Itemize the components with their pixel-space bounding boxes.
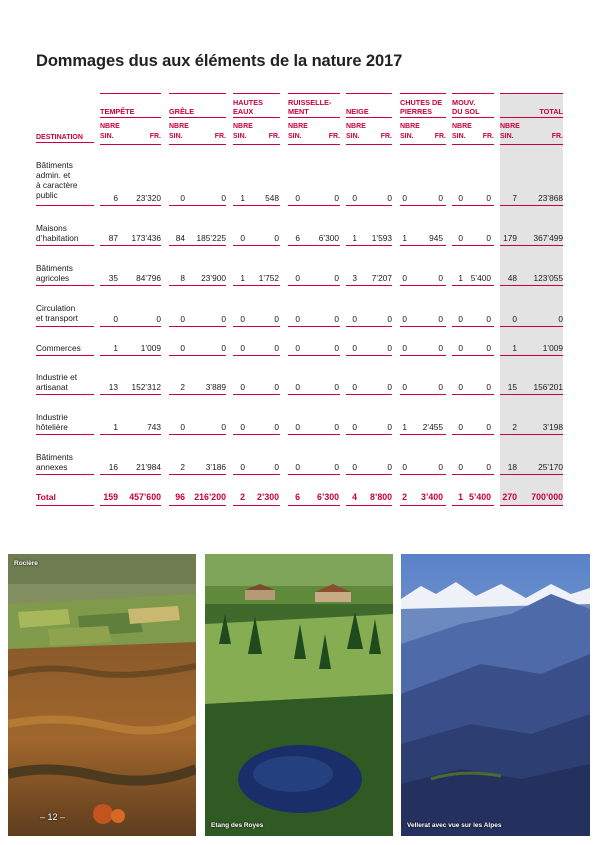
fr-label: FR. (149, 133, 161, 140)
cell-amount: 0 (334, 462, 339, 472)
row-label: Industrie et artisanat (36, 372, 78, 392)
row-divider (346, 326, 392, 327)
row-divider (346, 394, 392, 395)
cell-count: 0 (240, 422, 245, 432)
cell-count: 0 (295, 422, 300, 432)
cell-count: 0 (113, 314, 118, 324)
cell-amount: 0 (486, 343, 491, 353)
category-header: MOUV. DU SOL (452, 93, 494, 118)
row-divider (233, 394, 280, 395)
fr-label: FR. (268, 133, 280, 140)
cell-amount: 0 (387, 343, 392, 353)
row-divider (452, 205, 494, 206)
row-label: Bâtiments admin. et à caractère public (36, 160, 78, 200)
sub-header (233, 121, 280, 145)
row-divider (500, 474, 563, 475)
page-title: Dommages dus aux éléments de la nature 2017 (36, 52, 403, 70)
cell-amount: 0 (438, 382, 443, 392)
cell-amount: 0 (387, 193, 392, 203)
sin-label: SIN. (100, 133, 114, 140)
row-divider (36, 434, 94, 435)
row-label: Circulation et transport (36, 303, 78, 323)
row-divider (400, 394, 446, 395)
row-divider (346, 434, 392, 435)
nbre-label: NBRE (233, 123, 253, 130)
sin-label: SIN. (169, 133, 183, 140)
category-header: HAUTES EAUX (233, 93, 280, 118)
total-count: 2 (240, 492, 245, 502)
nbre-label: NBRE (500, 123, 520, 130)
cell-amount: 6’300 (318, 233, 339, 243)
aerial-landscape-image (8, 554, 196, 836)
cell-amount: 0 (274, 233, 279, 243)
total-amount: 457’600 (129, 492, 161, 502)
sin-label: SIN. (233, 133, 247, 140)
cell-count: 1 (240, 193, 245, 203)
cell-count: 0 (295, 314, 300, 324)
nbre-label: NBRE (288, 123, 308, 130)
cell-count: 87 (108, 233, 118, 243)
cell-count: 0 (295, 382, 300, 392)
row-label: Bâtiments annexes (36, 452, 73, 472)
cell-amount: 0 (156, 314, 161, 324)
cell-amount: 3’889 (205, 382, 226, 392)
cell-count: 0 (180, 343, 185, 353)
cell-count: 1 (458, 273, 463, 283)
cell-count: 8 (180, 273, 185, 283)
cell-count: 0 (295, 193, 300, 203)
row-divider (233, 326, 280, 327)
row-divider (169, 326, 226, 327)
cell-amount: 1’593 (371, 233, 392, 243)
cell-count: 0 (458, 382, 463, 392)
row-divider (36, 326, 94, 327)
cell-count: 1 (402, 233, 407, 243)
cell-count: 6 (295, 233, 300, 243)
fr-label: FR. (380, 133, 392, 140)
total-amount: 8’800 (369, 492, 392, 502)
sub-header (100, 121, 161, 145)
fr-label: FR. (551, 133, 563, 140)
row-divider (500, 394, 563, 395)
row-divider (452, 474, 494, 475)
row-divider (288, 434, 340, 435)
cell-amount: 0 (486, 314, 491, 324)
category-header: TOTAL (500, 93, 563, 118)
sin-label: SIN. (500, 133, 514, 140)
cell-count: 0 (240, 314, 245, 324)
cell-count: 16 (108, 462, 118, 472)
row-divider (36, 205, 94, 206)
fr-label: FR. (328, 133, 340, 140)
cell-count: 2 (512, 422, 517, 432)
total-divider (452, 505, 494, 506)
total-amount: 5’400 (468, 492, 491, 502)
sub-header (169, 121, 226, 145)
row-divider (500, 434, 563, 435)
cell-amount: 5’400 (470, 273, 491, 283)
cell-amount: 173’436 (131, 233, 161, 243)
row-label: Bâtiments agricoles (36, 263, 73, 283)
cell-amount: 0 (387, 462, 392, 472)
cell-amount: 0 (274, 462, 279, 472)
cell-amount: 0 (221, 314, 226, 324)
cell-count: 0 (180, 314, 185, 324)
cell-amount: 0 (438, 273, 443, 283)
total-amount: 700’000 (531, 492, 563, 502)
cell-count: 0 (352, 422, 357, 432)
cell-count: 0 (180, 422, 185, 432)
cell-amount: 0 (387, 422, 392, 432)
cell-amount: 84’796 (136, 273, 161, 283)
cell-count: 0 (402, 462, 407, 472)
cell-count: 7 (512, 193, 517, 203)
total-amount: 6’300 (316, 492, 339, 502)
category-header: RUISSELLE- MENT (288, 93, 340, 118)
cell-count: 18 (507, 462, 517, 472)
cell-amount: 1’009 (140, 343, 161, 353)
total-count: 1 (458, 492, 463, 502)
total-count: 270 (502, 492, 517, 502)
row-divider (288, 326, 340, 327)
cell-count: 0 (240, 382, 245, 392)
total-divider (500, 505, 563, 506)
total-divider (36, 505, 94, 506)
cell-count: 0 (352, 382, 357, 392)
cell-amount: 156’201 (533, 382, 563, 392)
cell-count: 3 (352, 273, 357, 283)
fr-label: FR. (482, 133, 494, 140)
cell-count: 0 (458, 233, 463, 243)
row-divider (400, 434, 446, 435)
row-divider (346, 205, 392, 206)
photo-caption: Roclère (14, 560, 38, 567)
total-divider (288, 505, 340, 506)
photo-rocloere (8, 554, 196, 836)
row-label: Maisons d’habitation (36, 223, 79, 243)
row-divider (233, 205, 280, 206)
row-divider (452, 245, 494, 246)
row-divider (400, 245, 446, 246)
total-amount: 216’200 (194, 492, 226, 502)
total-count: 159 (103, 492, 118, 502)
cell-amount: 0 (221, 343, 226, 353)
row-divider (500, 285, 563, 286)
cell-amount: 0 (486, 462, 491, 472)
cell-amount: 0 (438, 343, 443, 353)
row-divider (288, 245, 340, 246)
cell-amount: 7’207 (371, 273, 392, 283)
cell-amount: 185’225 (196, 233, 226, 243)
sub-header (452, 121, 494, 145)
cell-count: 0 (240, 343, 245, 353)
cell-amount: 743 (147, 422, 161, 432)
row-divider (500, 355, 563, 356)
row-divider (346, 245, 392, 246)
cell-count: 0 (458, 462, 463, 472)
row-divider (36, 394, 94, 395)
row-divider (400, 285, 446, 286)
cell-amount: 23’900 (201, 273, 226, 283)
row-divider (36, 474, 94, 475)
cell-count: 0 (240, 462, 245, 472)
row-divider (233, 434, 280, 435)
row-divider (400, 355, 446, 356)
cell-amount: 0 (334, 193, 339, 203)
total-divider (100, 505, 161, 506)
mountain-view-image (401, 554, 590, 836)
row-divider (100, 434, 161, 435)
row-divider (36, 285, 94, 286)
cell-amount: 0 (438, 314, 443, 324)
row-divider (288, 474, 340, 475)
cell-count: 0 (512, 314, 517, 324)
row-divider (452, 285, 494, 286)
cell-amount: 0 (486, 233, 491, 243)
cell-count: 1 (113, 343, 118, 353)
row-divider (100, 355, 161, 356)
cell-amount: 2’455 (422, 422, 443, 432)
photo-etang-des-royes (205, 554, 393, 836)
row-divider (452, 434, 494, 435)
photo-caption: Vellerat avec vue sur les Alpes (407, 822, 502, 829)
sub-header (400, 121, 446, 145)
cell-amount: 0 (221, 193, 226, 203)
cell-count: 2 (180, 462, 185, 472)
row-divider (288, 285, 340, 286)
cell-count: 0 (180, 193, 185, 203)
cell-amount: 25’170 (538, 462, 563, 472)
cell-amount: 1’752 (258, 273, 279, 283)
row-divider (100, 474, 161, 475)
fr-label: FR. (434, 133, 446, 140)
total-count: 96 (175, 492, 185, 502)
cell-count: 6 (113, 193, 118, 203)
cell-count: 1 (113, 422, 118, 432)
row-divider (233, 474, 280, 475)
row-divider (452, 326, 494, 327)
cell-count: 0 (458, 422, 463, 432)
nbre-label: NBRE (452, 123, 472, 130)
sin-label: SIN. (452, 133, 466, 140)
row-divider (233, 355, 280, 356)
cell-amount: 1’009 (542, 343, 563, 353)
cell-amount: 0 (486, 193, 491, 203)
cell-count: 0 (402, 314, 407, 324)
row-divider (100, 205, 161, 206)
row-label: Commerces (36, 343, 81, 353)
sin-label: SIN. (346, 133, 360, 140)
cell-amount: 21’984 (136, 462, 161, 472)
cell-count: 0 (352, 314, 357, 324)
cell-count: 0 (458, 314, 463, 324)
photo-caption: Etang des Royes (211, 822, 264, 829)
cell-amount: 123’055 (533, 273, 563, 283)
cell-count: 1 (240, 273, 245, 283)
row-label: Industrie hôtelière (36, 412, 68, 432)
row-divider (169, 205, 226, 206)
row-divider (169, 245, 226, 246)
row-divider (500, 245, 563, 246)
cell-count: 35 (108, 273, 118, 283)
cell-amount: 548 (265, 193, 279, 203)
total-count: 4 (352, 492, 357, 502)
row-divider (169, 394, 226, 395)
cell-count: 0 (402, 382, 407, 392)
row-divider (169, 285, 226, 286)
cell-count: 0 (295, 343, 300, 353)
row-divider (500, 205, 563, 206)
cell-amount: 0 (334, 422, 339, 432)
nbre-label: NBRE (169, 123, 189, 130)
cell-amount: 23’320 (136, 193, 161, 203)
cell-amount: 0 (387, 314, 392, 324)
cell-count: 48 (507, 273, 517, 283)
sub-header (288, 121, 340, 145)
total-amount: 2’300 (256, 492, 279, 502)
category-header: TEMPÊTE (100, 93, 161, 118)
cell-amount: 23’868 (538, 193, 563, 203)
page-number: – 12 – (40, 812, 66, 822)
total-divider (233, 505, 280, 506)
cell-amount: 0 (334, 343, 339, 353)
cell-amount: 0 (334, 273, 339, 283)
cell-amount: 152’312 (131, 382, 161, 392)
nbre-label: NBRE (400, 123, 420, 130)
cell-amount: 0 (274, 422, 279, 432)
cell-count: 0 (402, 343, 407, 353)
row-divider (452, 394, 494, 395)
cell-amount: 0 (274, 382, 279, 392)
cell-count: 1 (402, 422, 407, 432)
pond-landscape-image (205, 554, 393, 836)
cell-count: 0 (458, 343, 463, 353)
sin-label: SIN. (400, 133, 414, 140)
cell-amount: 367’499 (533, 233, 563, 243)
row-divider (169, 474, 226, 475)
cell-amount: 0 (438, 193, 443, 203)
total-count: 6 (295, 492, 300, 502)
cell-amount: 0 (334, 314, 339, 324)
cell-amount: 0 (486, 382, 491, 392)
sub-header (500, 121, 563, 145)
cell-amount: 0 (558, 314, 563, 324)
row-divider (36, 355, 94, 356)
row-divider (100, 326, 161, 327)
cell-count: 0 (352, 193, 357, 203)
cell-count: 13 (108, 382, 118, 392)
cell-count: 0 (402, 193, 407, 203)
row-divider (100, 285, 161, 286)
total-column-background (500, 93, 563, 506)
row-divider (346, 285, 392, 286)
total-count: 2 (402, 492, 407, 502)
row-divider (400, 326, 446, 327)
cell-amount: 0 (438, 462, 443, 472)
cell-count: 0 (295, 462, 300, 472)
row-divider (500, 326, 563, 327)
row-divider (400, 474, 446, 475)
cell-amount: 0 (486, 422, 491, 432)
cell-count: 0 (458, 193, 463, 203)
row-divider (233, 245, 280, 246)
category-header: GRÊLE (169, 93, 226, 118)
row-divider (346, 355, 392, 356)
sub-header (346, 121, 392, 145)
nbre-label: NBRE (346, 123, 366, 130)
cell-count: 15 (507, 382, 517, 392)
cell-amount: 0 (387, 382, 392, 392)
cell-amount: 0 (221, 422, 226, 432)
nbre-label: NBRE (100, 123, 120, 130)
cell-count: 1 (512, 343, 517, 353)
cell-count: 0 (402, 273, 407, 283)
row-divider (100, 245, 161, 246)
cell-count: 84 (175, 233, 185, 243)
total-divider (400, 505, 446, 506)
destination-header: DESTINATION (36, 134, 94, 143)
photo-vellerat (401, 554, 590, 836)
cell-amount: 0 (334, 382, 339, 392)
total-row-label: Total (36, 492, 56, 502)
total-amount: 3’400 (420, 492, 443, 502)
row-divider (400, 205, 446, 206)
row-divider (100, 394, 161, 395)
cell-count: 0 (240, 233, 245, 243)
fr-label: FR. (214, 133, 226, 140)
category-header: CHUTES DE PIERRES (400, 93, 446, 118)
cell-amount: 3’198 (542, 422, 563, 432)
row-divider (169, 355, 226, 356)
cell-count: 0 (295, 273, 300, 283)
cell-count: 1 (352, 233, 357, 243)
cell-amount: 0 (274, 314, 279, 324)
cell-amount: 0 (274, 343, 279, 353)
cell-count: 0 (352, 343, 357, 353)
row-divider (288, 205, 340, 206)
row-divider (233, 285, 280, 286)
cell-count: 0 (352, 462, 357, 472)
row-divider (169, 434, 226, 435)
cell-count: 179 (503, 233, 517, 243)
row-divider (452, 355, 494, 356)
category-header: NEIGE (346, 93, 392, 118)
sin-label: SIN. (288, 133, 302, 140)
row-divider (288, 394, 340, 395)
cell-amount: 3’186 (205, 462, 226, 472)
cell-amount: 945 (429, 233, 443, 243)
row-divider (36, 245, 94, 246)
total-divider (169, 505, 226, 506)
row-divider (288, 355, 340, 356)
total-divider (346, 505, 392, 506)
cell-count: 2 (180, 382, 185, 392)
row-divider (346, 474, 392, 475)
